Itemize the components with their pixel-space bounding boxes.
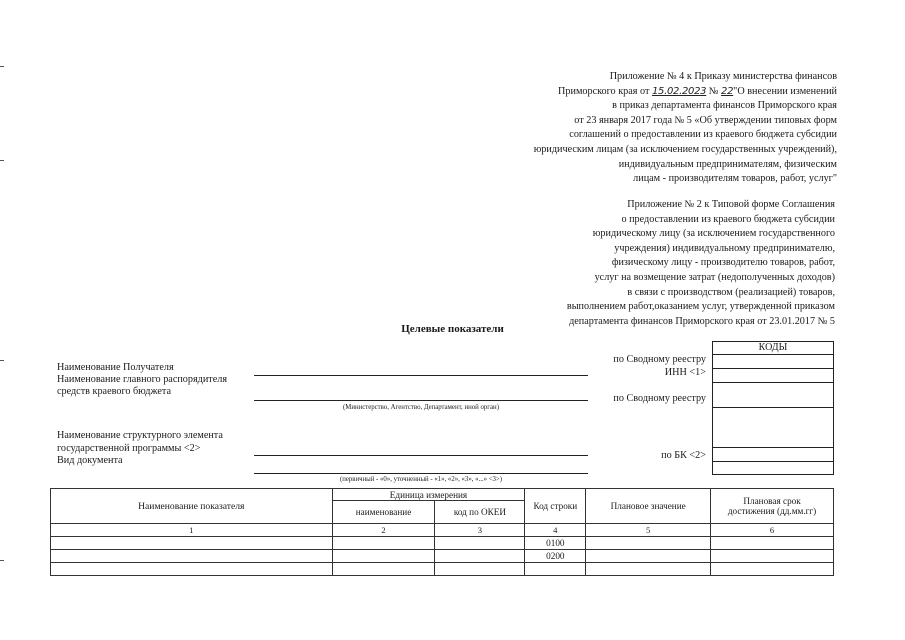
recipient-label: Наименование Получателя [57,362,174,373]
chief-manager-label: Наименование главного распорядителя [57,374,228,385]
doc-type-label: Вид документа [57,455,123,466]
deadline-line-1: Плановая срок [743,496,801,506]
header-prefix: Приморского края от [558,85,650,97]
reestr-label-1: по Сводному реестру [613,354,706,365]
header-line: соглашений о предоставлении из краевого бюджета субсидии [569,129,837,141]
chief-manager-label-2: средств краевого бюджета [57,386,171,397]
header-line: о предоставлении из краевого бюджета субсидии [621,213,835,225]
table-cell[interactable] [586,537,711,550]
table-cell[interactable] [332,563,435,576]
recipient-fill-line [254,375,588,376]
header-line: Приложение № 4 к Приказу министерства финансов [609,71,837,82]
header-line: О внесении изменений [737,85,837,97]
header-line: услуг на возмещение затрат (недополученных доходов) [594,271,835,283]
margin-mark [0,66,4,67]
deadline-line-2: достижения (дд.мм.гг) [727,506,817,516]
quote-open: " [733,85,738,97]
col-header-deadline [711,489,834,524]
table-cell[interactable] [711,550,834,563]
margin-mark [0,560,4,561]
codes-divider [713,447,833,448]
reestr-label-2: по Сводному реестру [613,393,706,404]
codes-divider [713,382,833,383]
col-header-unit-name: наименование [332,501,435,524]
inn-label: ИНН <1> [664,367,706,378]
header-line: юридическому лицу (за исключением государственного [592,228,835,240]
struct-element-fill-line [254,455,588,456]
header-line: юридическим лицам (за исключением государственных учреждений), [533,143,837,155]
header-line: физическому лицу - производителю товаров, работ, [611,257,835,269]
table-cell[interactable] [51,550,333,563]
table-cell[interactable] [525,563,586,576]
table-cell[interactable] [711,563,834,576]
table-cell[interactable] [586,550,711,563]
table-cell[interactable] [332,537,435,550]
col-number: 2 [332,524,435,537]
col-number: 5 [586,524,711,537]
header-line: лицам - производителям товаров, работ, услуг" [633,173,837,185]
doc-type-hint: (первичный - «0», уточненный - «1», «2», «3», «...» <3>) [339,476,503,483]
table-cell[interactable] [435,537,525,550]
col-number: 3 [435,524,525,537]
row-code: 0200 [525,550,586,563]
header-line: учреждения) индивидуальному предпринимателю, [614,242,835,254]
col-number: 1 [51,524,333,537]
col-header-code: Код строки [525,489,586,524]
header-line: в приказ департамента финансов Приморского края [612,100,837,112]
table-cell[interactable] [51,563,333,576]
col-header-unit: Единица измерения [332,489,525,501]
table-cell[interactable] [435,563,525,576]
col-number: 6 [711,524,834,537]
codes-divider [713,368,833,369]
chief-manager-fill-line [254,400,588,401]
struct-element-label: Наименование структурного элемента [57,430,223,441]
codes-divider [713,461,833,462]
codes-divider [713,407,833,408]
handwritten-date: 15.02.2023 [651,85,707,97]
margin-mark [0,360,4,361]
codes-divider [713,354,833,355]
table-cell[interactable] [332,550,435,563]
header-line: от 23 января 2017 года № 5 «Об утверждении типовых форм [574,114,837,126]
header-annex-2 [420,198,835,329]
header-line: в связи с производством (реализацией) товаров, [627,286,835,298]
codes-box [712,341,834,475]
indicators-table [50,488,834,576]
table-cell[interactable] [435,550,525,563]
col-number: 4 [525,524,586,537]
table-cell[interactable] [711,537,834,550]
col-header-name: Наименование показателя [51,489,333,524]
number-sign: № [708,85,719,97]
row-code: 0100 [525,537,586,550]
bk-label: по БК <2> [661,450,706,461]
codes-header: КОДЫ [758,342,788,353]
struct-element-label-2: государственной программы <2> [57,443,201,454]
chief-manager-hint: (Министерство, Агентство, Департамент, иной орган) [343,404,499,411]
table-cell[interactable] [51,537,333,550]
handwritten-number: 22 [721,85,734,97]
document-title: Целевые показатели [401,323,504,335]
table-cell[interactable] [586,563,711,576]
table-row [51,537,834,550]
header-annex-4 [420,70,837,187]
margin-mark [0,160,4,161]
col-header-plan: Плановое значение [586,489,711,524]
header-line-date [420,85,837,100]
header-line: Приложение № 2 к Типовой форме Соглашения [627,199,835,210]
header-line: выполнением работ,оказанием услуг, утвержденной приказом [566,301,835,313]
header-line: департамента финансов Приморского края от 23.01.2017 № 5 [569,315,835,327]
table-row [51,550,834,563]
col-header-unit-okei: код по ОКЕИ [435,501,525,524]
doc-type-fill-line [254,473,588,474]
table-row [51,563,834,576]
header-line: индивидуальным предпринимателям, физическим [618,158,837,170]
